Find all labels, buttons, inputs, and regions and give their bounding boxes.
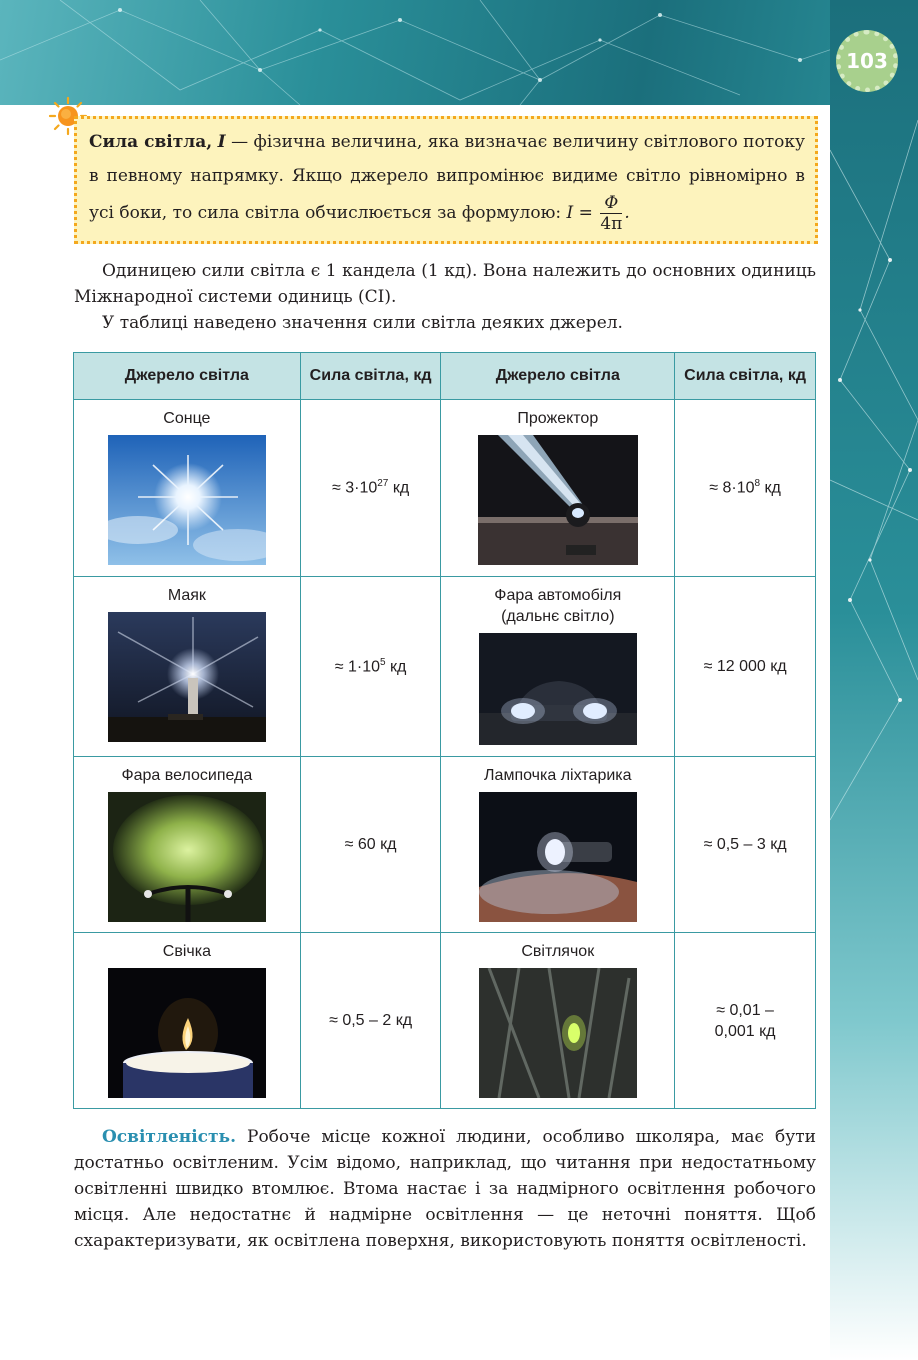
firefly-photo xyxy=(479,968,637,1098)
intensity-exponent: 5 xyxy=(380,656,386,668)
intensity-unit: кд xyxy=(760,479,781,497)
page-header-band xyxy=(0,0,918,105)
formula-fraction xyxy=(600,193,622,234)
source-name: Фара велосипеда xyxy=(121,767,253,784)
source-name: Світлячок xyxy=(521,943,595,960)
table-row xyxy=(74,577,816,757)
intensity-value: ≈ 0,5 – 3 кд xyxy=(703,835,787,853)
intensity-value: ≈ 60 кд xyxy=(344,835,397,853)
source-name: Лампочка ліхтарика xyxy=(484,767,632,784)
source-cell xyxy=(441,400,675,577)
column-header: Сила світла, кд xyxy=(300,353,441,400)
source-cell xyxy=(441,933,675,1109)
definition-symbol: I xyxy=(217,132,226,152)
light-intensity-table xyxy=(73,352,816,1109)
table-row xyxy=(74,400,816,577)
source-cell xyxy=(74,757,301,933)
intensity-exponent: 27 xyxy=(377,478,389,490)
sun-sky-photo xyxy=(108,435,266,565)
page-number: 103 xyxy=(846,49,888,73)
intensity-cell xyxy=(675,577,816,757)
luminous-intensity-formula xyxy=(567,193,630,234)
column-header: Сила світла, кд xyxy=(675,353,816,400)
intensity-cell xyxy=(300,400,441,577)
intensity-cell xyxy=(300,577,441,757)
network-lines-decoration xyxy=(830,0,918,1360)
source-cell xyxy=(441,577,675,757)
source-name: Свічка xyxy=(162,943,211,960)
source-name: Фара автомобіля (дальнє світло) xyxy=(494,587,622,625)
table-row xyxy=(74,757,816,933)
table-header-row xyxy=(74,353,816,400)
source-cell xyxy=(74,933,301,1109)
paragraph-table-intro: У таблиці наведено значення сили світла деяких джерел. xyxy=(102,313,623,333)
definition-text: — фізична величина, яка визначає величину світлового потоку в певному напрямку. Якщо джерело випромінює видиме світло рівномірно в усі боки, то сила світла обчислюється за формулою: xyxy=(89,132,806,223)
formula-end: . xyxy=(624,203,630,223)
intensity-unit: кд xyxy=(388,479,410,497)
source-cell xyxy=(441,757,675,933)
intensity-value: ≈ 0,01 – 0,001 кд xyxy=(714,1001,776,1040)
intensity-value: ≈ 8·10 xyxy=(709,479,755,497)
definition-box xyxy=(74,116,818,244)
intensity-exponent: 8 xyxy=(754,478,761,490)
network-lines-decoration xyxy=(0,0,918,105)
formula-denominator: 4π xyxy=(600,214,623,234)
searchlight-photo xyxy=(478,435,638,565)
intensity-cell xyxy=(675,757,816,933)
bicycle-light-photo xyxy=(108,792,266,922)
intensity-cell xyxy=(300,933,441,1109)
right-margin-band xyxy=(830,0,918,1360)
candle-photo xyxy=(108,968,266,1098)
table-row xyxy=(74,933,816,1109)
definition-term: Сила світла, xyxy=(89,132,213,152)
lighthouse-photo xyxy=(108,612,266,742)
source-cell xyxy=(74,400,301,577)
flashlight-photo xyxy=(479,792,637,922)
illumination-paragraph xyxy=(74,1124,816,1254)
intensity-cell xyxy=(675,400,816,577)
intensity-value: ≈ 12 000 кд xyxy=(703,657,787,675)
paragraph-candela: Одиницею сили світла є 1 кандела (1 кд). Вона належить до основних одиниць Міжнародної системи одиниць (СІ). xyxy=(74,261,816,307)
source-name: Сонце xyxy=(163,410,211,427)
intensity-cell xyxy=(300,757,441,933)
illumination-text: Робоче місце кожної людини, особливо школяра, має бути достатньо освітленим. Усім відомо, наприклад, що читання при недостатньому освітленні швидко втомлює. Втома настає і за надмірного освітлення робочого місця. Але недостатнє й надмірне освітлення — це неточні поняття. Щоб схарактеризувати, як освітлена поверхня, використовують поняття освітленості. xyxy=(74,1127,817,1251)
intensity-value: ≈ 3·10 xyxy=(332,479,378,497)
source-name: Маяк xyxy=(167,587,206,604)
page-number-badge xyxy=(836,30,898,92)
intensity-value: ≈ 1·10 xyxy=(334,658,381,676)
illumination-title: Освітленість. xyxy=(102,1127,237,1147)
intensity-value: ≈ 0,5 – 2 кд xyxy=(329,1011,413,1029)
intensity-cell xyxy=(675,933,816,1109)
source-cell xyxy=(74,577,301,757)
car-headlight-photo xyxy=(479,633,637,745)
column-header: Джерело світла xyxy=(441,353,675,400)
intensity-unit: кд xyxy=(385,658,407,676)
column-header: Джерело світла xyxy=(74,353,301,400)
source-name: Прожектор xyxy=(517,410,599,427)
formula-numerator: Φ xyxy=(600,193,622,214)
formula-lhs: I = xyxy=(566,203,593,223)
